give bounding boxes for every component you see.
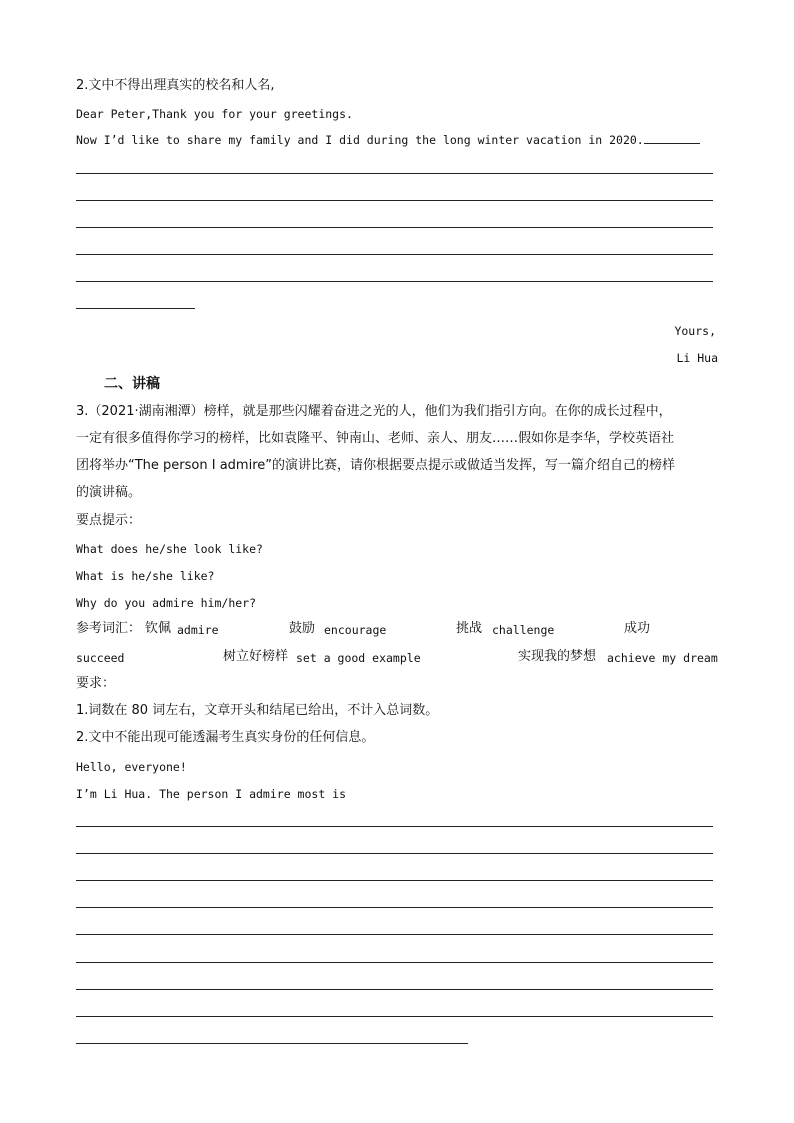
answer-line[interactable] xyxy=(76,1043,468,1044)
speech-hello: Hello, everyone! xyxy=(76,760,187,774)
hint-item: Why do you admire him/her? xyxy=(76,596,257,610)
hint-item: What does he/she look like? xyxy=(76,542,263,556)
letter-signature: Li Hua xyxy=(676,351,718,365)
vocab-cn: 挑战 xyxy=(456,621,483,636)
requirement-2: 2.文中不得出理真实的校名和人名, xyxy=(76,78,275,93)
answer-line[interactable] xyxy=(76,281,713,282)
vocab-cn: 树立好榜样 xyxy=(223,649,289,664)
vocab-en: set a good example xyxy=(296,651,421,665)
requirement-1: 1.词数在 80 词左右，文章开头和结尾已给出，不计入总词数。 xyxy=(76,703,439,718)
answer-line[interactable] xyxy=(76,308,195,309)
requirement-2: 2.文中不能出现可能透漏考生真实身份的任何信息。 xyxy=(76,730,375,745)
answer-line[interactable] xyxy=(76,826,713,827)
hints-label: 要点提示： xyxy=(76,513,142,528)
vocab-en: admire xyxy=(177,623,219,637)
answer-line[interactable] xyxy=(76,200,713,201)
vocab-cn: 实现我的梦想 xyxy=(518,649,597,664)
answer-line[interactable] xyxy=(76,907,713,908)
answer-line[interactable] xyxy=(76,173,713,174)
vocab-cn: 成功 xyxy=(624,621,651,636)
vocab-cn: 钦佩 xyxy=(145,621,172,636)
requirements-label: 要求： xyxy=(76,676,116,691)
vocab-en: achieve my dream xyxy=(607,651,718,665)
vocab-cn: 鼓励 xyxy=(289,621,316,636)
letter-opening: Now I’d like to share my family and I did during the long winter vacation in 2020. xyxy=(76,132,700,148)
letter-greeting: Dear Peter,Thank you for your greetings. xyxy=(76,107,353,121)
answer-line[interactable] xyxy=(76,989,713,990)
vocab-en: succeed xyxy=(76,651,125,665)
vocab-en: challenge xyxy=(492,623,555,637)
question-line: 团将举办“The person I admire”的演讲比赛，请你根据要点提示或做适当发挥，写一篇介绍自己的榜样 xyxy=(76,458,675,473)
answer-line[interactable] xyxy=(76,853,713,854)
answer-blank[interactable] xyxy=(644,133,700,144)
question-line: 3.（2021·湖南湘潭）榜样，就是那些闪耀着奋进之光的人，他们为我们指引方向。在你的成长过程中， xyxy=(76,404,672,419)
answer-line[interactable] xyxy=(76,934,713,935)
hint-item: What is he/she like? xyxy=(76,569,215,583)
question-line: 的演讲稿。 xyxy=(76,485,142,500)
answer-line[interactable] xyxy=(76,254,713,255)
section-heading: 二、讲稿 xyxy=(104,376,160,392)
answer-line[interactable] xyxy=(76,962,713,963)
answer-line[interactable] xyxy=(76,227,713,228)
vocab-label: 参考词汇： xyxy=(76,621,142,636)
answer-line[interactable] xyxy=(76,1016,713,1017)
answer-line[interactable] xyxy=(76,880,713,881)
vocab-en: encourage xyxy=(324,623,387,637)
letter-closing: Yours, xyxy=(674,324,716,338)
speech-start: I’m Li Hua. The person I admire most is xyxy=(76,787,347,801)
question-line: 一定有很多值得你学习的榜样，比如袁隆平、钟南山、老师、亲人、朋友……假如你是李华，学校英语社 xyxy=(76,431,675,446)
